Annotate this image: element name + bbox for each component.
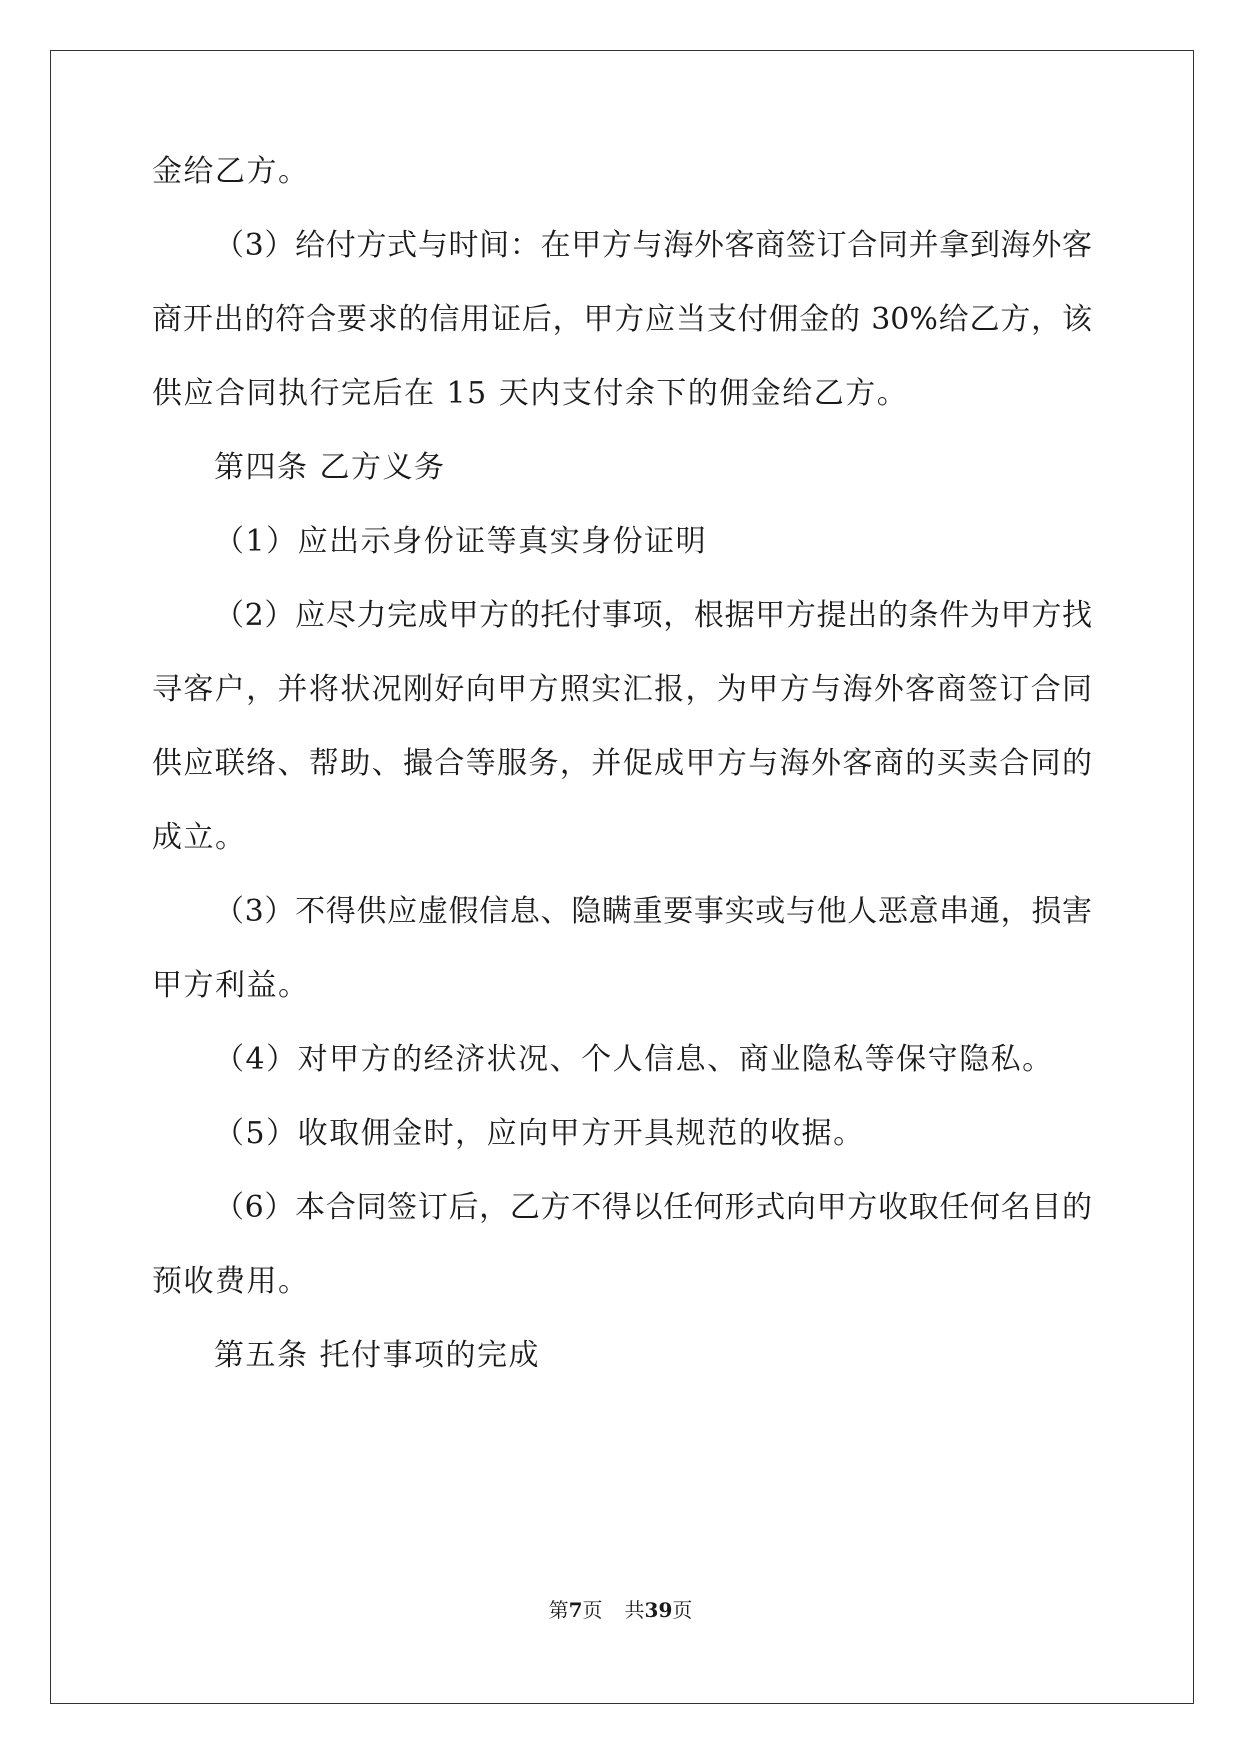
text-line: 金给乙方。: [152, 154, 310, 189]
section-heading: 第四条 乙方义务: [214, 450, 446, 485]
page-prefix: 第: [548, 1598, 569, 1622]
text-line: （2）应尽力完成甲方的托付事项，根据甲方提出的条件为甲方找: [214, 598, 1092, 633]
text-line: （5）收取佣金时，应向甲方开具规范的收据。: [214, 1116, 865, 1151]
total-pages: 39: [644, 1598, 673, 1622]
text-line: 甲方利益。: [152, 968, 310, 1003]
text-line: 供应合同执行完后在 15 天内支付余下的佣金给乙方。: [152, 376, 909, 411]
text-line: 商开出的符合要求的信用证后，甲方应当支付佣金的 30%给乙方，该: [152, 302, 1092, 337]
page-suffix: 页: [582, 1598, 603, 1622]
text-line: （3）不得供应虚假信息、隐瞒重要事实或与他人恶意串通，损害: [214, 894, 1092, 929]
text-line: 供应联络、帮助、撮合等服务，并促成甲方与海外客商的买卖合同的: [152, 746, 1092, 781]
total-prefix: 共: [624, 1598, 645, 1622]
total-suffix: 页: [672, 1598, 693, 1622]
page-number: 7: [568, 1598, 583, 1622]
section-heading: 第五条 托付事项的完成: [214, 1338, 541, 1373]
text-line: （1）应出示身份证等真实身份证明: [214, 524, 708, 559]
text-line: 成立。: [152, 820, 247, 855]
page-footer: [0, 1596, 1241, 1624]
text-line: 寻客户，并将状况刚好向甲方照实汇报，为甲方与海外客商签订合同: [152, 672, 1092, 707]
page-border: [50, 50, 1194, 1704]
text-line: （4）对甲方的经济状况、个人信息、商业隐私等保守隐私。: [214, 1042, 1054, 1077]
text-line: （3）给付方式与时间：在甲方与海外客商签订合同并拿到海外客: [214, 228, 1092, 263]
text-line: 预收费用。: [152, 1264, 310, 1299]
text-line: （6）本合同签订后，乙方不得以任何形式向甲方收取任何名目的: [214, 1190, 1092, 1225]
